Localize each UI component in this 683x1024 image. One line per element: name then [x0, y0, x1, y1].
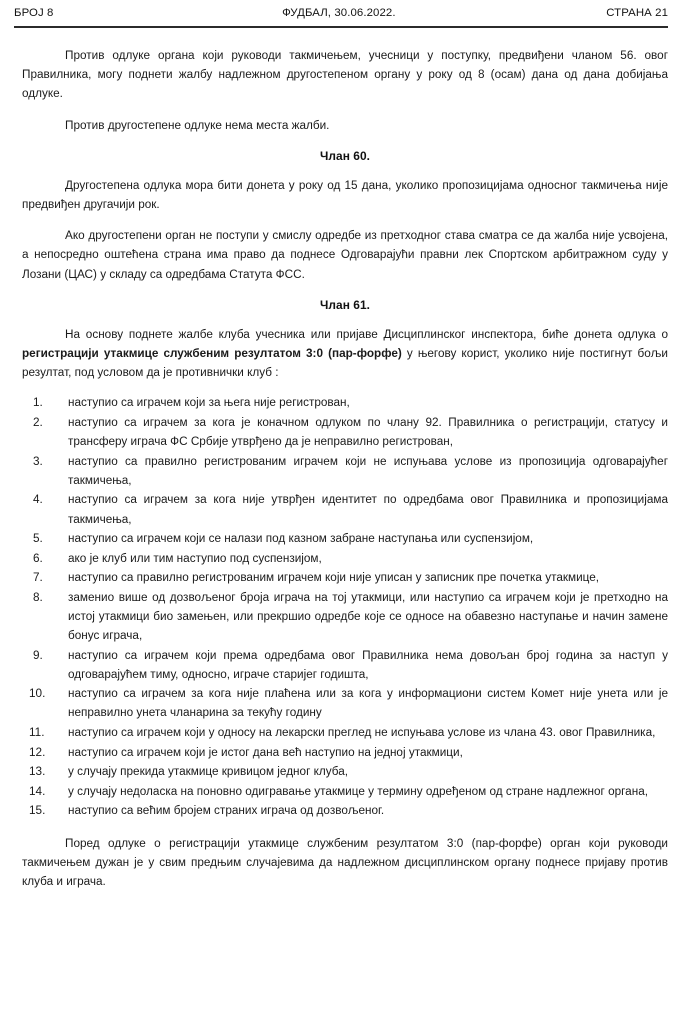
list-item-text: наступио са већим бројем страних играча од дозвољеног. [68, 804, 385, 818]
paragraph-deadline-15-days: Другостепена одлука мора бити донета у року од 15 дана, уколико пропозицијама односног такмичења није предвиђен другачији рок. [22, 178, 668, 212]
list-item-number: 9. [33, 648, 43, 662]
list-item-text: наступио са играчем за кога није утврђен идентитет по одредбама овог Правилника и пропозицијама такмичења, [68, 493, 668, 526]
paragraph-disciplinary-report: Поред одлуке о регистрацији утакмице службеним резултатом 3:0 (пар-форфе) орган који руководи такмичењем дужан је у свим предњим случајевима да надлежном дисциплинском органу поднесе пријаву против клуба и играча. [22, 836, 668, 888]
forfeit-tail-text: у његову корист, уколико није постигнут бољи резултат, под условом да је противнички клуб : [22, 347, 668, 380]
header-issue-number: БРОЈ 8 [14, 7, 54, 19]
list-item-number: 2. [33, 416, 43, 430]
list-item [22, 782, 668, 801]
list-item [22, 743, 668, 762]
list-item-text: наступио са играчем који према одредбама овог Правилника нема довољан број година за наступ у одговарајућем тиму, односно, играче старијег годишта, [68, 648, 668, 681]
header-page-number: СТРАНА 21 [606, 7, 668, 19]
forfeit-lead-text: На основу поднете жалбе клуба учесника или пријаве Дисциплинског инспектора, биће донета одлука о [65, 327, 668, 341]
list-item [22, 646, 668, 684]
list-item [22, 762, 668, 781]
list-item-number: 6. [33, 551, 43, 565]
list-item-text: наступио са правилно регистрованим играчем који не испуњава услове из пропозиција одговарајућег такмичења, [68, 454, 668, 487]
list-item-text: заменио више од дозвољеног броја играча на тој утакмици, или наступио са играчем који је претходно на истој утакмици био замењен, или прекршио одредбе које се односе на обавезно наступање и начин замене бонус играча, [68, 590, 668, 643]
list-item-number: 10. [29, 687, 46, 701]
list-item-number: 5. [33, 532, 43, 546]
list-item-number: 1. [33, 396, 43, 410]
header-publication: ФУДБАЛ, 30.06.2022. [282, 7, 396, 19]
paragraph-no-second-appeal: Против другостепене одлуке нема места жалби. [65, 118, 330, 132]
list-item-number: 13. [29, 765, 46, 779]
page-header [14, 7, 668, 19]
list-item-number: 15. [29, 804, 46, 818]
list-item [22, 588, 668, 645]
list-item-text: наступио са правилно регистрованим играчем који није уписан у записник пре почетка утакмице, [68, 571, 600, 585]
list-item [22, 452, 668, 490]
forfeit-conditions-list [22, 393, 668, 820]
list-item [22, 801, 668, 820]
list-item [22, 684, 668, 722]
list-item-number: 12. [29, 745, 46, 759]
list-item-number: 8. [33, 590, 43, 604]
forfeit-bold-phrase: регистрацији утакмице службеним резултатом 3:0 (пар-форфе) [22, 347, 402, 361]
paragraph-forfeit-lead [22, 325, 668, 383]
article-heading-61: Члан 61. [320, 297, 370, 312]
list-item [22, 413, 668, 451]
list-item-text: наступио са играчем који у односу на лекарски преглед не испуњава услове из члана 43. овог Правилника, [68, 726, 656, 740]
paragraph-appeal-rights: Против одлуке органа који руководи такмичењем, учесници у поступку, предвиђени чланом 56. овог Правилника, могу поднети жалбу надлежном другостепеном органу у року од 8 (осам) дана од дана добијања одлуке. [22, 49, 668, 101]
list-item-text: наступио са играчем за кога није плаћена или за кога у информациони систем Комет није унета или је неправилно унета чланарина за текућу годину [68, 687, 668, 720]
list-item-text: наступио са играчем који за њега није регистрован, [68, 396, 350, 410]
list-item-text: у случају недоласка на поновно одигравање утакмице у термину одређеном од стране надлежног органа, [68, 784, 649, 798]
list-item-number: 7. [33, 571, 43, 585]
list-item-text: наступио са играчем који се налази под казном забране наступања или суспензијом, [68, 532, 534, 546]
article-heading-60: Члан 60. [320, 148, 370, 163]
list-item [22, 723, 668, 742]
list-item [22, 490, 668, 528]
list-item-number: 14. [29, 784, 46, 798]
paragraph-cas-lausanne: Ако другостепени орган не поступи у смислу одредбе из претходног става сматра се да жалба није усвојена, а непосредно оштећена страна има право да поднесе Одговарајући правни лек Спортском арбитражном суду у Лозани (ЦАС) у складу са одредбама Статута ФСС. [22, 229, 668, 281]
list-item-text: наступио са играчем који је истог дана већ наступио на једној утакмици, [68, 745, 463, 759]
list-item [22, 393, 668, 412]
list-item [22, 529, 668, 548]
list-item [22, 549, 668, 568]
list-item-text: у случају прекида утакмице кривицом једног клуба, [68, 765, 349, 779]
document-body [22, 46, 668, 891]
list-item-text: ако је клуб или тим наступио под суспензијом, [68, 551, 322, 565]
list-item-number: 11. [29, 726, 45, 740]
list-item [22, 568, 668, 587]
list-item-number: 4. [33, 493, 43, 507]
list-item-number: 3. [33, 454, 43, 468]
list-item-text: наступио са играчем за кога је коначном одлуком по члану 92. Правилника о регистрацији, статусу и трансферу играча ФС Србије утврђено да је неправилно регистрован, [68, 416, 668, 449]
header-divider-rule [14, 26, 668, 28]
